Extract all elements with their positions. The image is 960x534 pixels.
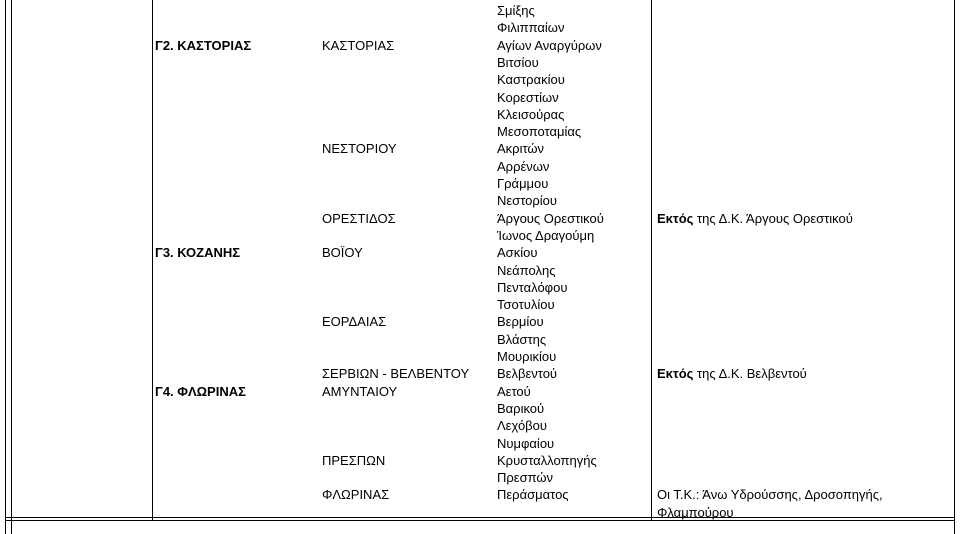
exception-note-text: Οι Τ.Κ.: Άνω Υδρούσσης, Δροσοπηγής,: [657, 487, 883, 503]
municipality-name: ΝΕΣΤΟΡΙΟΥ: [322, 141, 397, 157]
district-name: Πενταλόφου: [497, 279, 568, 295]
district-name: Περάσματος: [497, 487, 569, 503]
municipality-name: ΣΕΡΒΙΩΝ - ΒΕΛΒΕΝΤΟΥ: [322, 366, 470, 382]
district-name: Ασκίου: [497, 245, 538, 261]
district-name: Ίωνος Δραγούμη: [497, 227, 595, 243]
region-name: Γ2. ΚΑΣΤΟΡΙΑΣ: [155, 37, 252, 53]
exception-note-text: Φλαμπούρου: [657, 504, 734, 520]
exception-note: [657, 365, 807, 382]
district-name: Μεσοποταμίας: [497, 124, 582, 140]
district-name: Νυμφαίου: [497, 435, 555, 451]
municipality-name: ΠΡΕΣΠΩΝ: [322, 452, 386, 468]
district-name: Βελβεντού: [497, 366, 558, 382]
table-column-divider: [651, 0, 652, 520]
district-name: Βερμίου: [497, 314, 544, 330]
district-name: Νεάπολης: [497, 262, 556, 278]
region-name: Γ4. ΦΛΩΡΙΝΑΣ: [155, 383, 246, 399]
district-name: Βιτσίου: [497, 54, 539, 70]
district-name: Κορεστίων: [497, 89, 559, 105]
district-name: Αετού: [497, 383, 531, 399]
district-name: Άργους Ορεστικού: [497, 210, 604, 226]
exception-note-text: της Δ.Κ. Βελβεντού: [693, 366, 807, 382]
district-name: Γράμμου: [497, 176, 549, 191]
table-row-divider: [5, 517, 955, 518]
district-name: Βλάστης: [497, 331, 547, 347]
district-name: Φιλιππαίων: [497, 20, 565, 36]
exception-note-keyword: Εκτός: [657, 210, 694, 226]
district-name: Πρεσπών: [497, 470, 554, 486]
table-row-divider: [5, 520, 955, 521]
district-name: Λεχόβου: [497, 418, 548, 434]
district-name: Κλεισούρας: [497, 106, 565, 122]
table-border-right: [954, 0, 955, 534]
region-name: Γ3. ΚΟΖΑΝΗΣ: [155, 245, 241, 261]
municipality-name: ΕΟΡΔΑΙΑΣ: [322, 314, 387, 330]
district-name: Βαρικού: [497, 400, 545, 416]
table-column-divider: [152, 0, 153, 520]
municipality-name: ΟΡΕΣΤΙΔΟΣ: [322, 210, 396, 226]
district-name: Μουρικίου: [497, 349, 557, 364]
municipality-name: ΑΜΥΝΤΑΙΟΥ: [322, 383, 398, 399]
district-name: Καστρακίου: [497, 72, 565, 88]
exception-note: [657, 504, 734, 521]
district-name: Αρρένων: [497, 158, 550, 174]
municipality-name: ΚΑΣΤΟΡΙΑΣ: [322, 37, 395, 53]
district-name: Αγίων Αναργύρων: [497, 37, 602, 53]
municipality-name: ΒΟΪΟΥ: [322, 245, 363, 261]
exception-note-text: της Δ.Κ. Άργους Ορεστικού: [693, 210, 853, 226]
municipality-name: ΦΛΩΡΙΝΑΣ: [322, 487, 390, 503]
table-column-divider: [11, 0, 12, 534]
district-name: Σμίξης: [497, 3, 535, 18]
exception-note: [657, 210, 853, 227]
district-name: Νεστορίου: [497, 193, 558, 209]
district-name: Ακριτών: [497, 141, 545, 157]
district-name: Κρυσταλλοπηγής: [497, 452, 597, 468]
exception-note-keyword: Εκτός: [657, 366, 694, 382]
table-border-left: [5, 0, 6, 534]
district-name: Τσοτυλίου: [497, 297, 555, 313]
exception-note: [657, 486, 883, 503]
